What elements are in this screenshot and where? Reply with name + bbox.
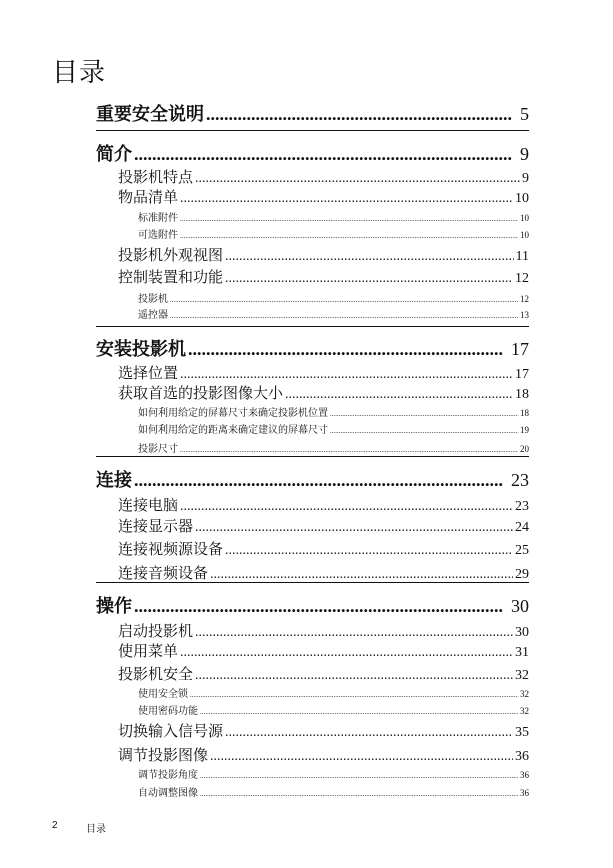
- toc-entry-page-number: 36: [515, 749, 529, 764]
- toc-entry-title: 调节投影角度: [138, 770, 198, 781]
- toc-entry-page-number: 18: [520, 408, 529, 418]
- toc-leader-dots: [195, 668, 513, 684]
- toc-entry-page-number: 19: [520, 425, 529, 435]
- toc-leader-dots: [225, 543, 513, 559]
- toc-entry-level1[interactable]: [96, 466, 529, 492]
- toc-entry-level3[interactable]: [138, 421, 529, 436]
- toc-entry-level2[interactable]: [118, 266, 529, 287]
- toc-entry-page-number: 36: [520, 770, 529, 780]
- toc-entry-title: 使用密码功能: [138, 706, 198, 717]
- page-title: 目录: [52, 58, 107, 88]
- toc-leader-dots: [195, 625, 513, 641]
- toc-entry-title: 连接视频源设备: [118, 540, 224, 558]
- toc-leader-dots: [200, 708, 518, 716]
- toc-entry-level3[interactable]: [138, 685, 529, 700]
- toc-leader-dots: [225, 249, 514, 265]
- toc-entry-page-number: 25: [515, 543, 529, 558]
- toc-leader-dots: [180, 232, 518, 240]
- toc-entry-page-number: 17: [515, 367, 529, 382]
- toc-entry-page-number: 11: [515, 249, 529, 264]
- toc-leader-dots: [180, 191, 513, 207]
- toc-leader-dots: [180, 367, 513, 383]
- toc-entry-level3[interactable]: [138, 306, 529, 321]
- toc-entry-level3[interactable]: [138, 404, 529, 419]
- toc-entry-title: 连接: [96, 470, 132, 491]
- toc-entry-title: 切换输入信号源: [118, 722, 224, 740]
- toc-entry-page-number: 10: [520, 213, 529, 223]
- toc-entry-level3[interactable]: [138, 440, 529, 455]
- toc-leader-dots: [225, 725, 513, 741]
- section-divider: [96, 130, 529, 131]
- toc-entry-title: 控制装置和功能: [118, 268, 224, 286]
- toc-entry-level2[interactable]: [118, 663, 529, 684]
- toc-entry-title: 连接显示器: [118, 517, 194, 535]
- toc-entry-page-number: 35: [515, 725, 529, 740]
- footer-section-title: 目录: [86, 824, 106, 835]
- toc-entry-level2[interactable]: [118, 640, 529, 661]
- toc-leader-dots: [170, 312, 518, 320]
- toc-entry-page-number: 17: [511, 339, 529, 359]
- toc-leader-dots: [134, 596, 503, 617]
- toc-entry-page-number: 20: [520, 444, 529, 454]
- toc-entry-level2[interactable]: [118, 620, 529, 641]
- toc-leader-dots: [200, 790, 518, 798]
- toc-entry-title: 获取首选的投影图像大小: [118, 384, 284, 402]
- toc-entry-page-number: 29: [515, 567, 529, 582]
- toc-entry-title: 投影机安全: [118, 665, 194, 683]
- toc-entry-level1[interactable]: [96, 592, 529, 618]
- toc-entry-level3[interactable]: [138, 290, 529, 305]
- toc-entry-level3[interactable]: [138, 784, 529, 799]
- toc-entry-page-number: 24: [515, 520, 529, 535]
- toc-leader-dots: [170, 296, 518, 304]
- toc-entry-level3[interactable]: [138, 702, 529, 717]
- toc-entry-level2[interactable]: [118, 166, 529, 187]
- toc-entry-level1[interactable]: [96, 335, 529, 361]
- toc-entry-title: 投影机外观视图: [118, 246, 224, 264]
- toc-entry-page-number: 18: [515, 387, 529, 402]
- toc-entry-title: 投影机: [138, 294, 168, 305]
- toc-entry-title: 安装投影机: [96, 339, 186, 360]
- toc-leader-dots: [180, 446, 518, 454]
- toc-entry-page-number: 36: [520, 788, 529, 798]
- toc-entry-page-number: 12: [515, 271, 529, 286]
- toc-entry-title: 重要安全说明: [96, 104, 204, 125]
- toc-entry-title: 可选附件: [138, 230, 178, 241]
- toc-entry-title: 使用安全锁: [138, 689, 188, 700]
- toc-entry-page-number: 32: [520, 689, 529, 699]
- toc-leader-dots: [134, 470, 503, 491]
- toc-entry-title: 连接音频设备: [118, 564, 209, 582]
- toc-entry-level2[interactable]: [118, 515, 529, 536]
- toc-leader-dots: [195, 520, 513, 536]
- toc-entry-title: 使用菜单: [118, 642, 179, 660]
- toc-entry-page-number: 9: [520, 144, 529, 164]
- toc-leader-dots: [210, 749, 513, 765]
- toc-leader-dots: [206, 104, 512, 125]
- toc-entry-page-number: 13: [520, 310, 529, 320]
- toc-entry-level3[interactable]: [138, 766, 529, 781]
- toc-entry-title: 操作: [96, 596, 132, 617]
- toc-entry-title: 投影机特点: [118, 168, 194, 186]
- toc-entry-title: 投影尺寸: [138, 444, 178, 455]
- toc-entry-level2[interactable]: [118, 720, 529, 741]
- toc-entry-title: 如何利用给定的屏幕尺寸来确定投影机位置: [138, 408, 328, 419]
- toc-entry-title: 遥控器: [138, 310, 168, 321]
- toc-leader-dots: [330, 410, 518, 418]
- toc-entry-level2[interactable]: [118, 562, 529, 583]
- section-divider: [96, 326, 529, 327]
- toc-entry-level3[interactable]: [138, 209, 529, 224]
- toc-entry-title: 物品清单: [118, 188, 179, 206]
- toc-leader-dots: [180, 499, 513, 515]
- toc-leader-dots: [285, 387, 513, 403]
- toc-entry-level2[interactable]: [118, 382, 529, 403]
- toc-entry-title: 自动调整图像: [138, 788, 198, 799]
- toc-entry-page-number: 32: [520, 706, 529, 716]
- toc-leader-dots: [188, 339, 503, 360]
- toc-leader-dots: [190, 691, 518, 699]
- footer-page-number: 2: [52, 820, 58, 831]
- toc-entry-level2[interactable]: [118, 744, 529, 765]
- toc-entry-level2[interactable]: [118, 186, 529, 207]
- toc-entry-title: 调节投影图像: [118, 746, 209, 764]
- toc-entry-title: 标准附件: [138, 213, 178, 224]
- toc-entry-page-number: 9: [522, 171, 529, 186]
- toc-entry-page-number: 23: [511, 470, 529, 490]
- toc-leader-dots: [330, 427, 518, 435]
- toc-entry-page-number: 30: [515, 625, 529, 640]
- toc-entry-level2[interactable]: [118, 244, 529, 265]
- toc-entry-level1[interactable]: [96, 100, 529, 126]
- toc-entry-title: 选择位置: [118, 364, 179, 382]
- toc-entry-page-number: 12: [520, 294, 529, 304]
- toc-leader-dots: [195, 171, 520, 187]
- toc-entry-level2[interactable]: [118, 494, 529, 515]
- toc-entry-title: 连接电脑: [118, 496, 179, 514]
- toc-leader-dots: [180, 215, 518, 223]
- toc-entry-page-number: 10: [515, 191, 529, 206]
- toc-leader-dots: [225, 271, 513, 287]
- toc-entry-level2[interactable]: [118, 362, 529, 383]
- toc-leader-dots: [210, 567, 513, 583]
- toc-leader-dots: [180, 645, 513, 661]
- toc-entry-page-number: 23: [515, 499, 529, 514]
- toc-entry-page-number: 32: [515, 668, 529, 683]
- toc-leader-dots: [200, 772, 518, 780]
- toc-entry-page-number: 30: [511, 596, 529, 616]
- section-divider: [96, 456, 529, 457]
- toc-entry-title: 启动投影机: [118, 622, 194, 640]
- toc-leader-dots: [134, 144, 512, 165]
- toc-entry-page-number: 10: [520, 230, 529, 240]
- toc-entry-title: 简介: [96, 144, 132, 165]
- toc-entry-title: 如何利用给定的距离来确定建议的屏幕尺寸: [138, 425, 328, 436]
- toc-entry-level3[interactable]: [138, 226, 529, 241]
- toc-entry-level1[interactable]: [96, 140, 529, 166]
- toc-entry-page-number: 31: [515, 645, 529, 660]
- toc-entry-level2[interactable]: [118, 538, 529, 559]
- toc-entry-page-number: 5: [520, 104, 529, 124]
